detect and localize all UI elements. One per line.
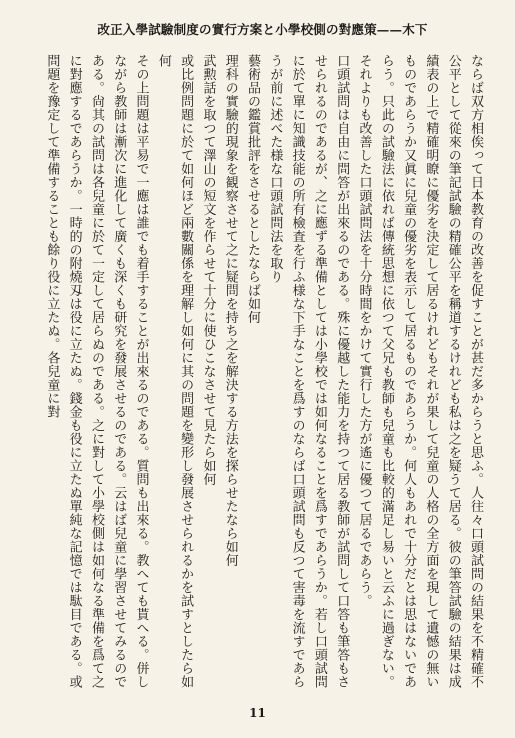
paragraph: 口頭試問は自由に問答が出來るのである。殊に優越した能力を持つて居る教師が試問して口答も筆答もさせられるのであるが、之に應ずる準備としては小學校では如何なることを爲すであらうか。若し口頭試問に於て單に知識技能の所有檢査を行ふ様な下手なことを爲すのならば口頭試問も反つて害毒を流すであらうが前に述べた様な口頭試問法を取り — [267, 54, 350, 689]
page-number: 11 — [249, 706, 266, 720]
paragraph: 武勲話を取つて澤山の短文を作らせて十分に使ひこなさせて見たら如何 — [200, 54, 216, 486]
paragraph: その上問題は平易で一應は誰でも着手することが出來るのである。質問も出來る。教へても貰へる。併しながら教師は漸次に進化して廣くも深くも研究を發展させるのである。云はば兒童に學習させてみるのである。尙其の試問は各兒童に於て一定して居らぬのである。之に對して小學校側は如何なる準備を爲て之に對應するであらうか。一時的の附燒刄は役に立たぬ。錢金も役に立たぬ單純な記憶では駄目である。或問題を豫定して準備することも餘り役に立たぬ。各兒童に對 — [44, 54, 149, 689]
running-header: 改正入學試驗制度の實行方案と小學校側の對應策——木下 — [97, 22, 428, 37]
paragraph: 或比例問題に於て如何ほど兩數關係を理解し如何に其の問題を變形し發展させられるかを試すとしたら如何 — [155, 54, 194, 689]
paragraph: ならば双方相俟って日本教育の改善を促すことが甚だ多からうと思ふ。人往々口頭試問の結果を不精確不公平として從來の筆記試驗の精確公平を稱道するけれども私は之を疑うて居る。彼の筆答試驗の結果は成績表の上で精確明瞭に優劣を決定して居るけれどもそれが果して兒童の人格の全方面を現して遺憾の無いものであらうか又眞に兒童の優劣を表示して居るものであらうか。何人もあれで十分だとは思はないであらう。只此の試驗法に依れば傳統思想に依つて父兄も教師も兒童も比較的滿足し易いと云ふに過ぎない。それよりも改善した口頭試問法を十分時間をかけて實行した方が遙に優つて居るであらう。 — [356, 54, 483, 689]
paragraph: 理科の實驗的現象を観察させて之に疑問を持ち之を解決する方法を探らせたなら如何 — [222, 54, 238, 567]
paragraph: 藝術品の鑑賞批評をさせるとしたならば如何 — [245, 54, 261, 324]
body-text — [34, 54, 486, 690]
